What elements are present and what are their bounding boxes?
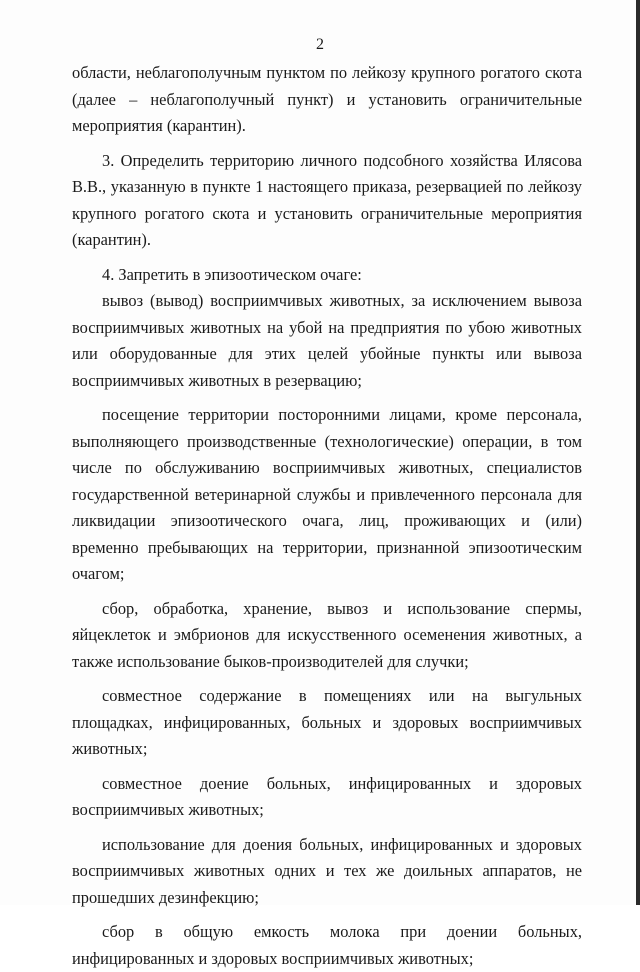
page-number: 2 <box>316 36 324 53</box>
paragraph-ban-milk-collection: сбор в общую емкость молока при доении больных, инфицированных и здоровых восприимчивых животных; <box>72 922 582 968</box>
paragraph-ban-joint-housing: совместное содержание в помещениях или на выгульных площадках, инфицированных, больных и здоровых восприимчивых животных; <box>72 686 582 758</box>
paragraph-ban-milking-machines: использование для доения больных, инфицированных и здоровых восприимчивых животных одних и тех же доильных аппаратов, не прошедших дезинфекцию; <box>72 834 582 907</box>
paragraph-ban-sperm: сбор, обработка, хранение, вывоз и использование спермы, яйцеклеток и эмбрионов для искусственного осеменения животных, а также использование быков-производителей для случки; <box>72 598 582 671</box>
scan-edge <box>636 0 640 905</box>
paragraph-item-4: 4. Запретить в эпизоотическом очаге: <box>102 264 362 284</box>
paragraph-continuation: области, неблагополучным пунктом по лейкозу крупного рогатого скота (далее – неблагополучный пункт) и установить ограничительные мероприятия (карантин). <box>72 63 582 135</box>
paragraph-item-3: 3. Определить территорию личного подсобного хозяйства Илясова В.В., указанную в пункте 1 настоящего приказа, резервацией по лейкозу крупного рогатого скота и установить ограничительные мероприятия (карантин). <box>72 150 582 249</box>
paragraph-ban-joint-milking: совместное доение больных, инфицированных и здоровых восприимчивых животных; <box>72 773 582 819</box>
paragraph-ban-visits: посещение территории посторонними лицами, кроме персонала, выполняющего производственные (технологические) операции, в том числе по обслуживанию восприимчивых животных, специалистов государственной ветеринарной службы и привлеченного персонала для ликвидации эпизоотического очага, лиц, проживающих и (или) временно пребывающих на территории, признанной эпизоотическим очагом; <box>72 405 582 583</box>
text-block <box>72 60 582 972</box>
paragraph-ban-export: вывоз (вывод) восприимчивых животных, за исключением вывоза восприимчивых животных на убой на предприятия по убою животных или оборудованные для этих целей убойные пункты или вывоза восприимчивых животных в резервацию; <box>72 291 582 390</box>
